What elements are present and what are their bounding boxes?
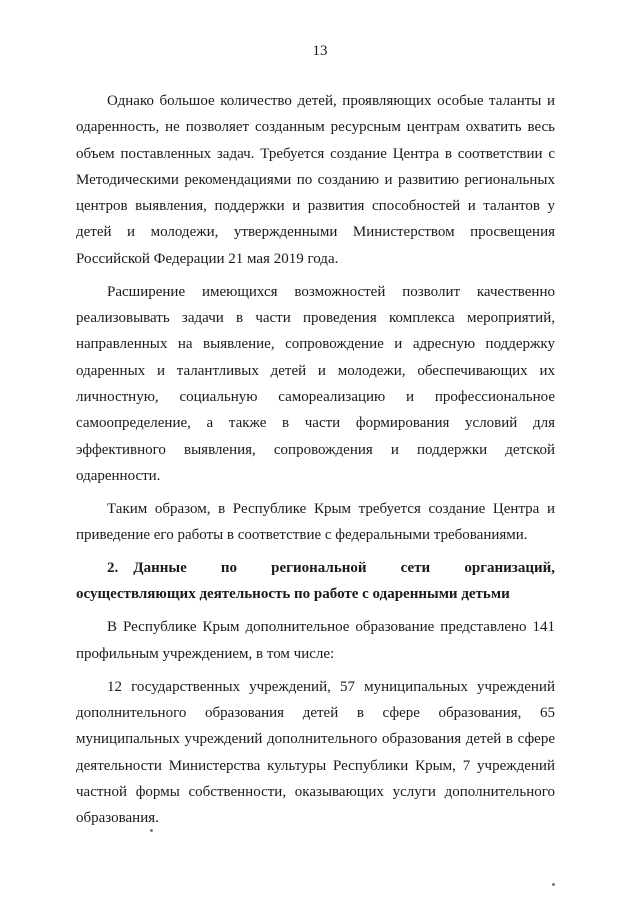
scan-speck — [150, 829, 153, 832]
section-heading: 2. Данные по региональной сети организаций, осуществляющих деятельность по работе с одаренными детьми — [76, 560, 555, 603]
document-body — [76, 88, 555, 831]
paragraph-additional-education: В Республике Крым дополнительное образование представлено 141 профильным учреждением, в том числе: — [76, 619, 555, 662]
scan-speck — [552, 883, 555, 886]
paragraph-capabilities: Расширение имеющихся возможностей позволит качественно реализовывать задачи в части проведения комплекса мероприятий, направленных на выявление, сопровождение и адресную поддержку одаренных и талантливых детей и молодежи, обеспечивающих их личностную, социальную самореализацию и профессиональное самоопределение, а также в части формирования условий для эффективного выявления, сопровождения и поддержки детской одаренности. — [76, 283, 555, 484]
paragraph-talent-centers: Однако большое количество детей, проявляющих особые таланты и одаренность, не позволяет созданным ресурсным центрам охватить весь объем поставленных задач. Требуется создание Центра в соответствии с Методическими рекомендациями по созданию и развитию региональных центров выявления, поддержки и развития способностей и талантов у детей и молодежи, утвержденными Министерством просвещения Российской Федерации 21 мая 2019 года. — [76, 93, 555, 267]
page-number: 13 — [312, 43, 328, 59]
paragraph-institution-list: 12 государственных учреждений, 57 муниципальных учреждений дополнительного образования детей в сфере образования, 65 муниципальных учреждений дополнительного образования детей в сфере деятельности Министерства культуры Республики Крым, 7 учреждений частной формы собственности, оказывающих услуги дополнительного образования. — [76, 678, 555, 827]
paragraph-conclusion: Таким образом, в Республике Крым требуется создание Центра и приведение его работы в соответствие с федеральными требованиями. — [76, 500, 555, 544]
